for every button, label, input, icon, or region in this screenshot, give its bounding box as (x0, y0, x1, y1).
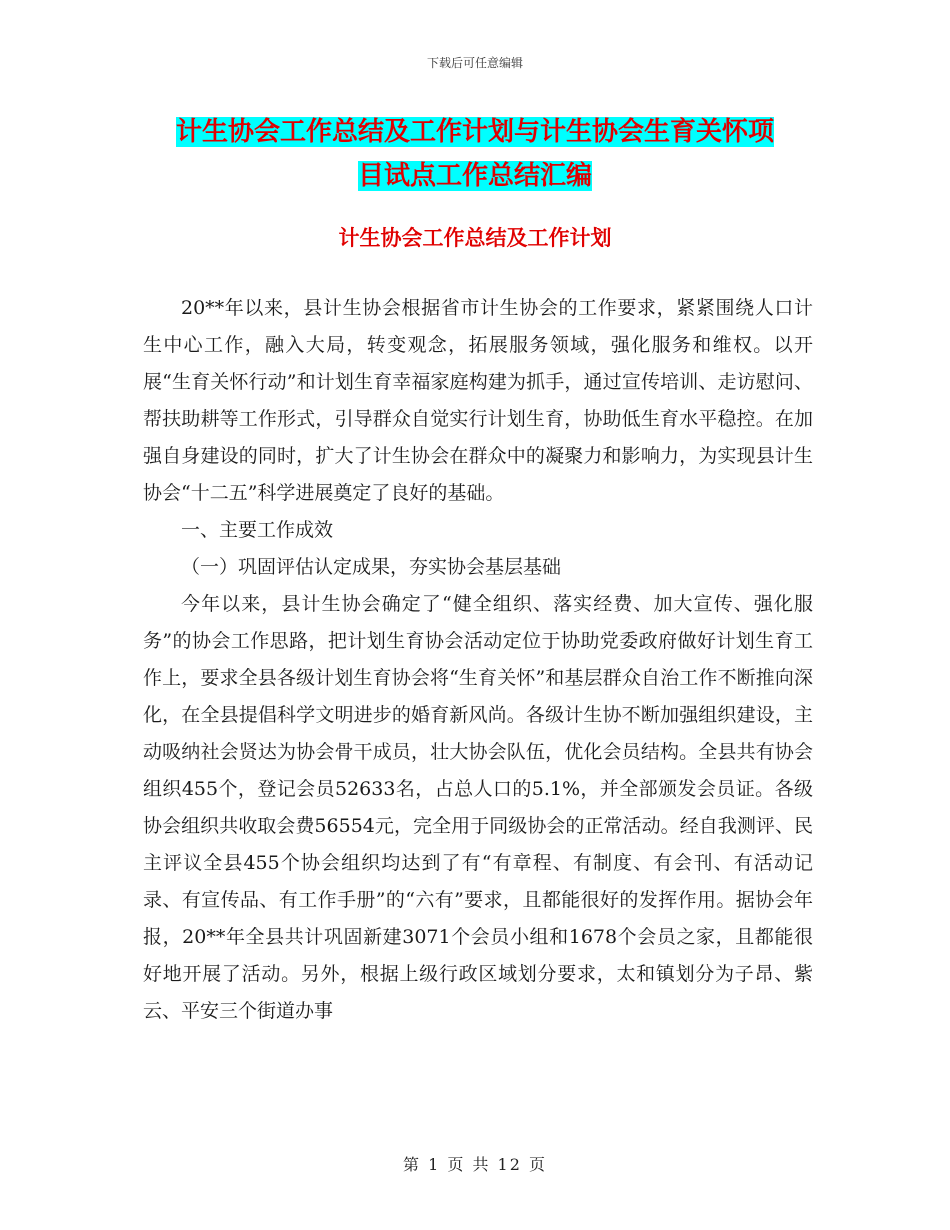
heading-main-achievements: 一、主要工作成效 (181, 519, 334, 541)
paragraph-details: 今年以来，县计生协会确定了“健全组织、落实经费、加大宣传、强化服务”的协会工作思路，把计划生育协会活动定位于协助党委政府做好计划生育工作上，要求全县各级计划生育协会将“生育关怀”和基层群众自治工作不断推向深化，在全县提倡科学文明进步的婚育新风尚。各级计生协不断加强组织建设，主动吸纳社会贤达为协会骨干成员，壮大协会队伍，优化会员结构。全县共有协会组织455个，登记会员52633名，占总人口的5.1%，并全部颁发会员证。各级协会组织共收取会费56554元，完全用于同级协会的正常活动。经自我测评、民主评议全县455个协会组织均达到了有“有章程、有制度、有会刊、有活动记录、有宣传品、有工作手册”的“六有”要求，且都能很好的发挥作用。据协会年报，20**年全县共计巩固新建3071个会员小组和1678个会员之家，且都能很好地开展了活动。另外，根据上级行政区域划分要求，太和镇划分为子昂、紫云、平安三个街道办事 (143, 593, 813, 1022)
section-title: 计生协会工作总结及工作计划 (338, 226, 612, 250)
paragraph-intro: 20**年以来，县计生协会根据省市计生协会的工作要求，紧紧围绕人口计生中心工作，融入大局，转变观念，拓展服务领域，强化服务和维权。以开展“生育关怀行动”和计划生育幸福家庭构建为抓手，通过宣传培训、走访慰问、帮扶助耕等工作形式，引导群众自觉实行计划生育，协助低生育水平稳控。在加强自身建设的同时，扩大了计生协会在群众中的凝聚力和影响力，为实现县计生协会“十二五”科学进展奠定了良好的基础。 (143, 297, 813, 504)
document-body (143, 290, 813, 1030)
page-footer: 第 1 页 共 12 页 (403, 1155, 547, 1174)
subheading-consolidate: （一）巩固评估认定成果，夯实协会基层基础 (181, 556, 562, 578)
header-note: 下载后可任意编辑 (426, 56, 523, 70)
document-title-line-2: 目试点工作总结汇编 (357, 161, 592, 191)
document-title (140, 110, 810, 198)
document-title-line-1: 计生协会工作总结及工作计划与计生协会生育关怀项 (175, 117, 774, 147)
